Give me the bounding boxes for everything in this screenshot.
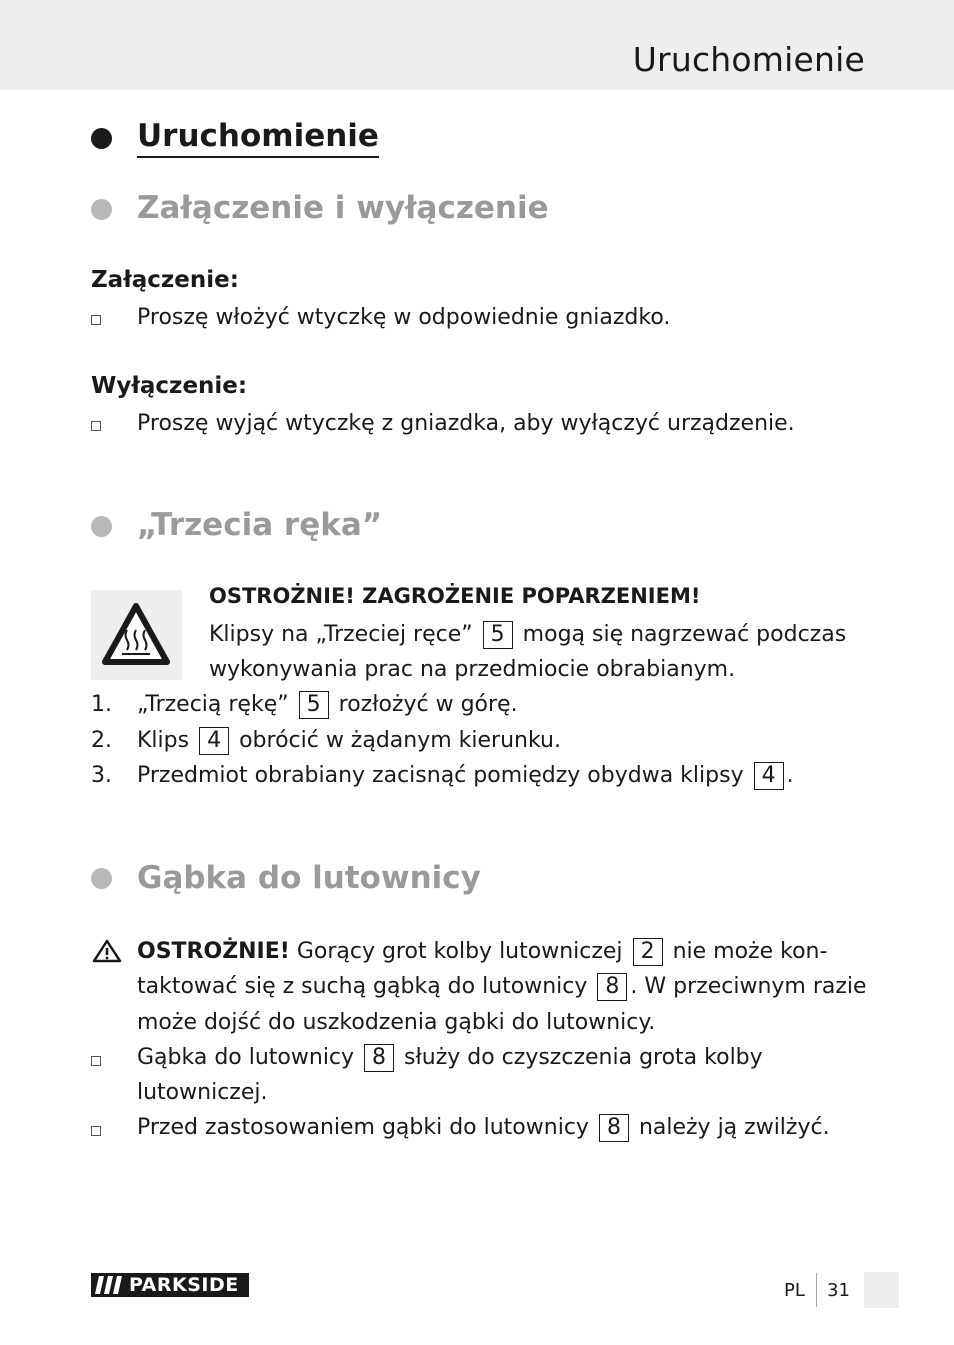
section-title-sponge: Gąbka do lutownicy xyxy=(137,860,481,896)
text: rozłożyć w górę. xyxy=(338,692,518,717)
part-ref-box: 8 xyxy=(597,973,627,1001)
part-ref-box: 4 xyxy=(199,727,229,755)
logo-stripes-icon xyxy=(95,1276,125,1294)
text: . W przeciwnym razie xyxy=(630,974,867,999)
text: . xyxy=(786,763,794,788)
part-ref-box: 2 xyxy=(633,938,663,966)
burn-warning-line2: wykonywania prac na przedmiocie obrabianym. xyxy=(209,657,736,682)
checkbox-bullet xyxy=(91,315,101,325)
text: „Trzecią rękę” xyxy=(137,692,289,717)
caution-line3: może dojść do uszkodzenia gąbki do lutownicy. xyxy=(137,1010,656,1035)
step-number: 3. xyxy=(91,763,112,788)
text: należy ją zwilżyć. xyxy=(638,1115,830,1140)
part-ref-box: 5 xyxy=(299,691,329,719)
section-title-onoff: Załączenie i wyłączenie xyxy=(137,190,549,226)
bullet-dot xyxy=(91,199,112,220)
footer-tab-square xyxy=(864,1272,899,1308)
step-number: 2. xyxy=(91,728,112,753)
checkbox-bullet xyxy=(91,1126,101,1136)
parkside-logo xyxy=(91,1273,249,1297)
caution-line2 xyxy=(137,972,867,1002)
part-ref-box: 8 xyxy=(364,1044,394,1072)
caution-label: OSTROŻNIE! xyxy=(137,939,290,964)
caution-triangle-icon xyxy=(91,938,123,964)
text: obrócić w żądanym kierunku. xyxy=(239,728,561,753)
page-number: 31 xyxy=(827,1280,850,1301)
step-number: 1. xyxy=(91,692,112,717)
text: służy do czyszczenia grota kolby xyxy=(404,1045,763,1070)
sponge-item1-line2: lutowniczej. xyxy=(137,1080,268,1105)
brand-name: PARKSIDE xyxy=(129,1274,239,1296)
page-header-title: Uruchomienie xyxy=(632,40,865,79)
burn-warning-line1 xyxy=(209,620,846,650)
text: Przed zastosowaniem gąbki do lutownicy xyxy=(137,1115,589,1140)
bullet-dot xyxy=(91,868,112,889)
hot-surface-warning-box xyxy=(91,590,182,680)
text: Klips xyxy=(137,728,190,753)
section-title-main: Uruchomienie xyxy=(137,118,379,158)
bullet-dot xyxy=(91,516,112,537)
sponge-item1 xyxy=(137,1043,763,1073)
part-ref-box: 5 xyxy=(483,621,513,649)
hot-surface-warning-icon xyxy=(91,590,182,680)
caution-line1 xyxy=(137,937,827,967)
text: Gorący grot kolby lutowniczej xyxy=(296,939,623,964)
step-text xyxy=(137,726,561,756)
language-code: PL xyxy=(784,1280,805,1301)
step-text xyxy=(137,761,794,791)
text: Klipsy na „Trzeciej ręce” xyxy=(209,622,473,647)
section-title-third-hand: „Trzecia ręka” xyxy=(137,507,383,543)
text: mogą się nagrzewać podczas xyxy=(522,622,847,647)
burn-warning-title: OSTROŻNIE! ZAGROŻENIE POPARZENIEM! xyxy=(209,584,701,608)
text: nie może kon- xyxy=(672,939,828,964)
text: Przedmiot obrabiany zacisnąć pomiędzy obydwa klipsy xyxy=(137,763,744,788)
bullet-dot xyxy=(91,128,112,149)
off-label: Wyłączenie: xyxy=(91,373,248,399)
sponge-item2 xyxy=(137,1113,830,1143)
step-text xyxy=(137,690,518,720)
part-ref-box: 8 xyxy=(599,1114,629,1142)
text: taktować się z suchą gąbką do lutownicy xyxy=(137,974,588,999)
text: Gąbka do lutownicy xyxy=(137,1045,355,1070)
off-text: Proszę wyjąć wtyczkę z gniazdka, aby wyłączyć urządzenie. xyxy=(137,411,795,436)
part-ref-box: 4 xyxy=(754,762,784,790)
footer-divider xyxy=(816,1273,817,1307)
checkbox-bullet xyxy=(91,421,101,431)
on-label: Załączenie: xyxy=(91,267,239,293)
on-text: Proszę włożyć wtyczkę w odpowiednie gniazdko. xyxy=(137,305,671,330)
checkbox-bullet xyxy=(91,1056,101,1066)
